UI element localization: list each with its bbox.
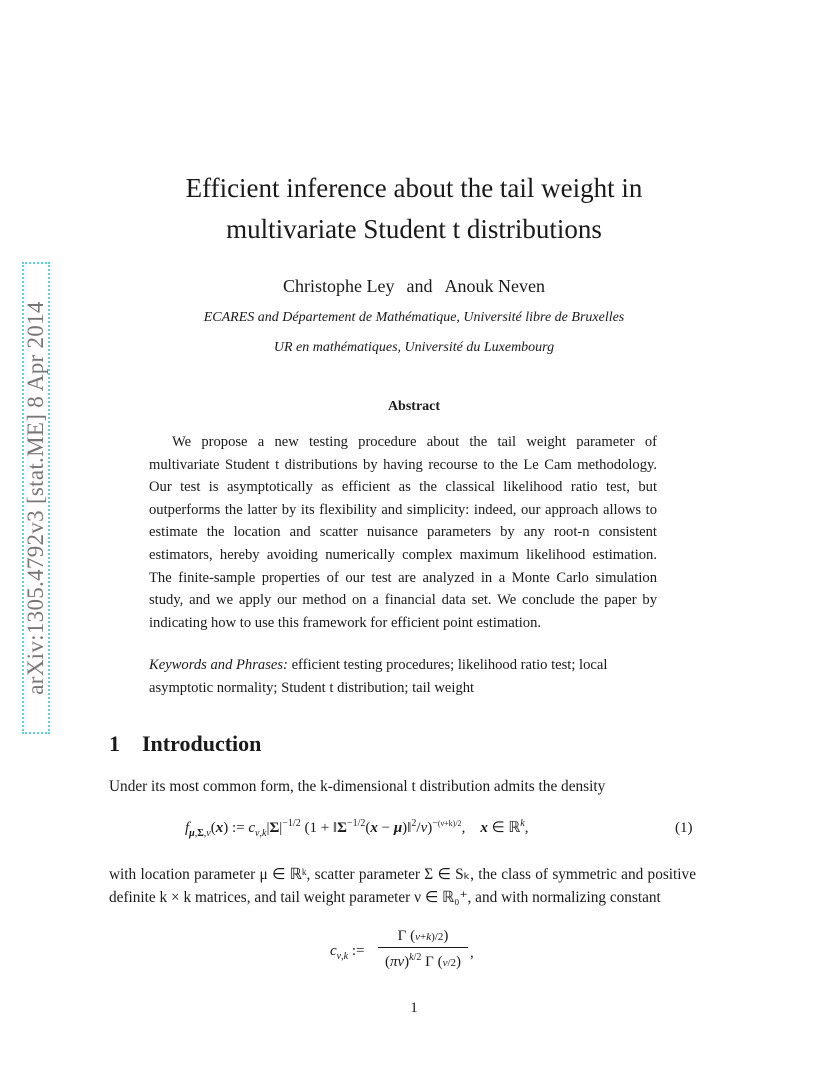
author-1: Christophe Ley [283, 276, 395, 296]
paper-title-line2: multivariate Student t distributions [226, 214, 602, 244]
arxiv-stamp [22, 262, 50, 734]
equation-number: (1) [675, 820, 693, 836]
keywords-label: Keywords and Phrases: [149, 657, 288, 673]
affiliation-1: ECARES and Département de Mathématique, Université libre de Bruxelles [203, 310, 625, 325]
normalizing-constant-lhs: $c_{\nu,k}$ := [330, 943, 365, 962]
arxiv-stamp-text: arXiv:1305.4792v3 [stat.ME] 8 Apr 2014 [23, 301, 48, 695]
affiliation-2: UR en mathématiques, Université du Luxembourg [273, 340, 555, 355]
abstract-body: We propose a new testing procedure about the tail weight parameter of multivariate Student t distributions by having recourse to the Le Cam methodology. Our test is asymptotically as efficient as the classical likelihood ratio test, but outperforms the latter by its flexibility and simplicity: indeed, our approach allows to estimate the location and scatter nuisance parameters by any root-n consistent estimators, hereby avoiding numerically complex maximum likelihood estimation. The finite-sample properties of our test are analyzed in a Monte Carlo simulation study, and we apply our method on a financial data set. We conclude the paper by indicating how to use this framework for efficient point estimation. [149, 434, 657, 631]
authors [0, 276, 828, 297]
abstract-heading: Abstract [387, 399, 441, 414]
density-equation: $f_{\mu,\Sigma,\nu}(x)$ := $c_{\nu,k}|\Sigma|^{-1/2}$ ($1 + ‖\Sigma^{-1/2}(x$ − μ)‖$^2$/ν)$^{-(\nu+k)/2}$, x ∈ ℝ$^k$, [185, 818, 529, 839]
normalizing-constant-numerator: Γ (ν+k)/2) [378, 928, 468, 948]
normalizing-constant-denominator: $(\pi\nu)^{k/2}$ Γ (ν/2) [384, 952, 462, 970]
after-equation-paragraph: with location parameter μ ∈ ℝᵏ, scatter parameter Σ ∈ Sₖ, the class of symmetric and positive definite k × k matrices, and tail weight parameter ν ∈ ℝ₀⁺, and with normalizing constant [109, 866, 696, 907]
keywords [149, 654, 657, 699]
intro-paragraph: Under its most common form, the k-dimensional t distribution admits the density [109, 778, 606, 795]
keywords-list: efficient testing procedures; likelihood ratio test; local asymptotic normality; Student t distribution; tail weight [149, 657, 608, 696]
section-number: 1 [109, 731, 120, 756]
section-heading [109, 731, 261, 757]
paper-title-line1: Efficient inference about the tail weight in [185, 173, 643, 203]
author-2: Anouk Neven [444, 276, 545, 296]
section-title: Introduction [142, 731, 262, 756]
author-conjunction: and [406, 276, 433, 296]
page-number: 1 [410, 1000, 418, 1016]
normalizing-constant-comma: , [470, 945, 474, 961]
